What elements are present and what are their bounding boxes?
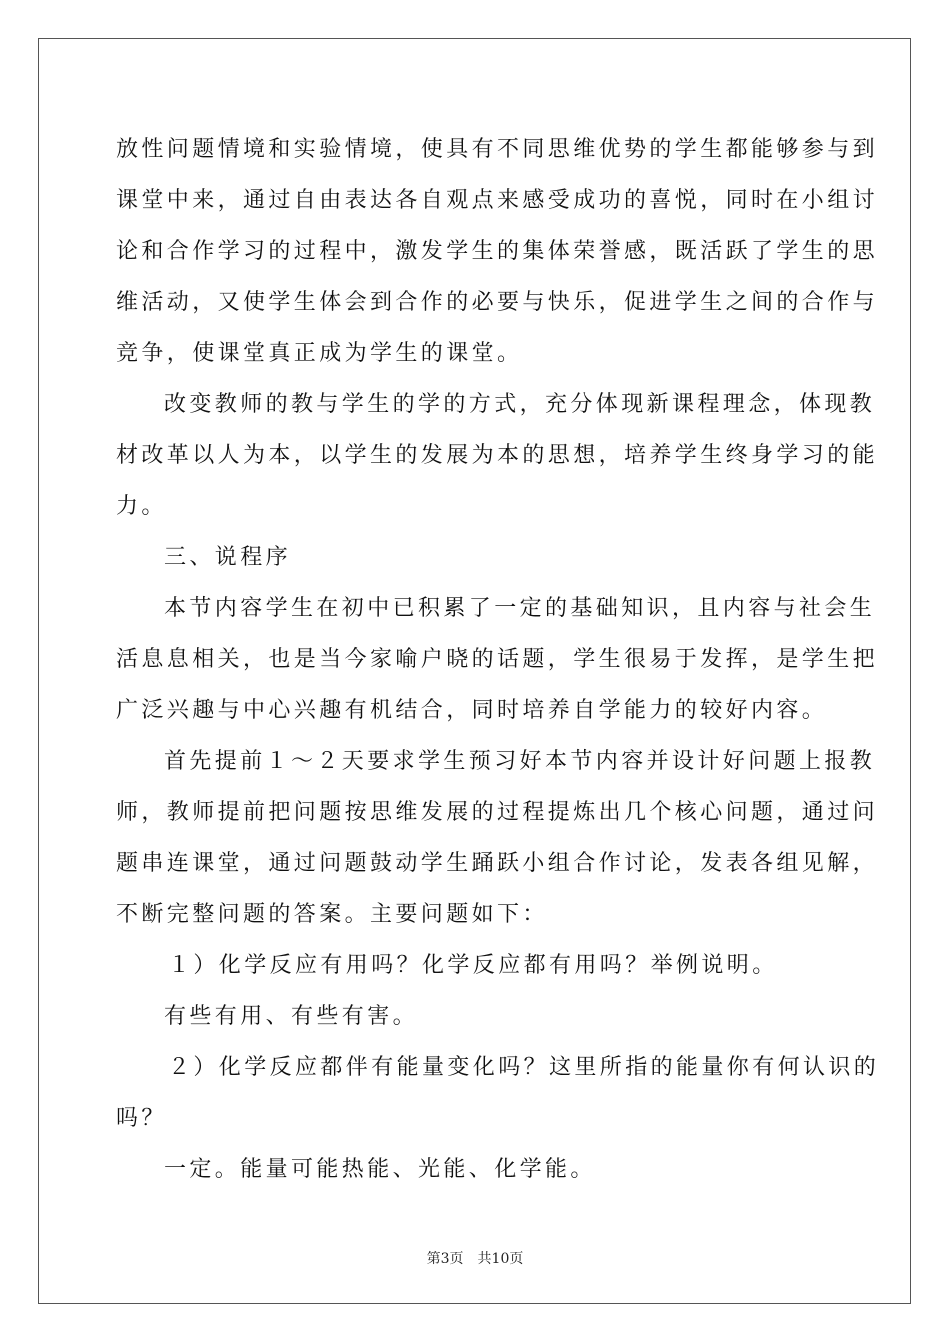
paragraph-line: 本节内容学生在初中已积累了一定的基础知识，且内容与社会生 bbox=[164, 596, 876, 621]
paragraph-line: 竞争，使课堂真正成为学生的课堂。 bbox=[116, 341, 523, 366]
answer-line: 有些有用、有些有害。 bbox=[164, 1004, 419, 1029]
paragraph-line: 材改革以人为本，以学生的发展为本的思想，培养学生终身学习的能 bbox=[116, 443, 879, 468]
paragraph-line: 不断完整问题的答案。主要问题如下： bbox=[116, 902, 548, 927]
page-total: 共10页 bbox=[477, 1251, 524, 1267]
paragraph-line: 课堂中来，通过自由表达各自观点来感受成功的喜悦，同时在小组讨 bbox=[116, 188, 879, 213]
document-body bbox=[116, 124, 880, 1195]
paragraph-line: 改变教师的教与学生的学的方式，充分体现新课程理念，体现教 bbox=[164, 392, 876, 417]
section-heading: 三、说程序 bbox=[164, 545, 292, 570]
paragraph-line: 活息息相关，也是当今家喻户晓的话题，学生很易于发挥，是学生把 bbox=[116, 647, 879, 672]
question-item: １）化学反应有用吗？化学反应都有用吗？举例说明。 bbox=[168, 953, 778, 978]
paragraph-line: 维活动，又使学生体会到合作的必要与快乐，促进学生之间的合作与 bbox=[116, 290, 879, 315]
page-number: 第3页 bbox=[426, 1251, 464, 1267]
paragraph-line: 题串连课堂，通过问题鼓动学生踊跃小组合作讨论，发表各组见解， bbox=[116, 851, 879, 876]
paragraph-line: 首先提前１～２天要求学生预习好本节内容并设计好问题上报教 bbox=[164, 749, 876, 774]
answer-line: 一定。能量可能热能、光能、化学能。 bbox=[164, 1157, 596, 1182]
paragraph-line: 广泛兴趣与中心兴趣有机结合，同时培养自学能力的较好内容。 bbox=[116, 698, 828, 723]
question-item: ２）化学反应都伴有能量变化吗？这里所指的能量你有何认识的 bbox=[168, 1055, 880, 1080]
paragraph-line: 力。 bbox=[116, 494, 167, 519]
paragraph-line: 吗？ bbox=[116, 1106, 167, 1131]
paragraph-line: 师，教师提前把问题按思维发展的过程提炼出几个核心问题，通过问 bbox=[116, 800, 879, 825]
page-footer bbox=[0, 1248, 950, 1268]
paragraph-line: 论和合作学习的过程中，激发学生的集体荣誉感，既活跃了学生的思 bbox=[116, 239, 879, 264]
paragraph-line: 放性问题情境和实验情境，使具有不同思维优势的学生都能够参与到 bbox=[116, 137, 879, 162]
